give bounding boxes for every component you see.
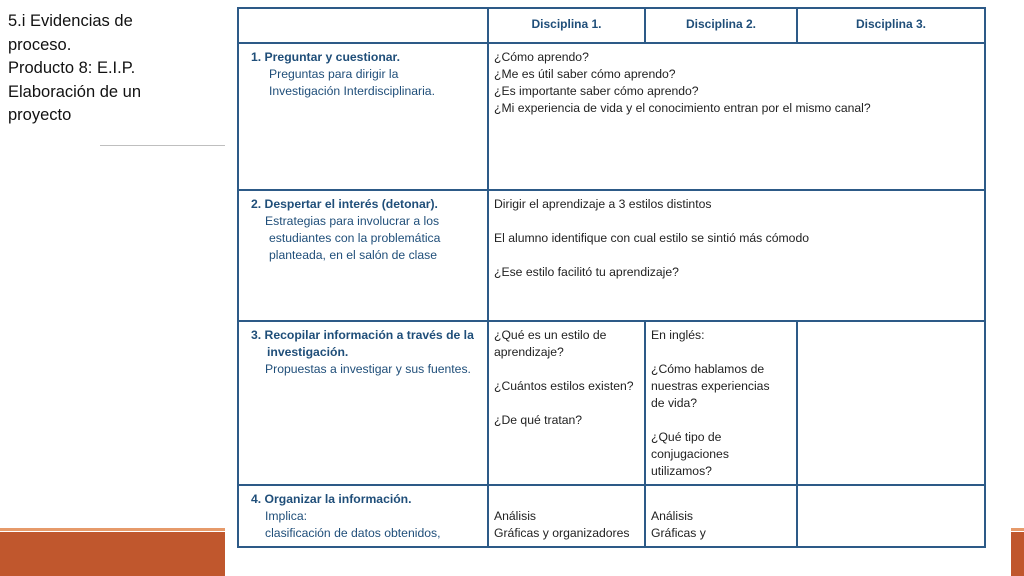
header-disciplina-1: Disciplina 1. [531, 17, 602, 31]
row-2-content [494, 196, 979, 281]
cell-line [494, 361, 644, 378]
cell-line: utilizamos? [651, 464, 712, 478]
accent-bar-right [1011, 532, 1024, 576]
row-subtitle: Propuestas a investigar y sus fuentes. [265, 362, 471, 376]
row-subtitle: Implica: [265, 509, 307, 523]
row-4-disciplina-1 [494, 508, 644, 542]
row-subtitle: Preguntas para dirigir la [269, 67, 399, 81]
cell-line: aprendizaje? [494, 345, 564, 359]
cell-line [494, 395, 644, 412]
row-subtitle: estudiantes con la problemática [269, 231, 441, 245]
title-divider [100, 145, 225, 146]
accent-bar-left [0, 532, 225, 576]
header-disciplina-2: Disciplina 2. [685, 17, 757, 31]
row-subtitle: planteada, en el salón de clase [269, 248, 438, 262]
row-3-label [251, 327, 487, 378]
row-3-disciplina-1 [494, 327, 644, 429]
row-2-label [251, 196, 481, 264]
slide-title-line: Producto 8: E.I.P. [8, 59, 136, 77]
cell-line: ¿Qué es un estilo de [494, 328, 607, 342]
cell-line: ¿Cuántos estilos existen? [494, 379, 634, 393]
cell-line: ¿Qué tipo de [651, 430, 722, 444]
row-title: 3. Recopilar información a través de la [251, 328, 474, 342]
row-subtitle: Estrategias para involucrar a los [265, 214, 440, 228]
cell-line: Gráficas y [651, 526, 706, 540]
slide-title-line: 5.i Evidencias de [8, 12, 133, 30]
cell-line: En inglés: [651, 328, 705, 342]
question-line: ¿Cómo aprendo? [494, 50, 589, 64]
cell-line: conjugaciones [651, 447, 729, 461]
column-divider [487, 9, 489, 546]
eip-table [237, 7, 986, 548]
content-line: El alumno identifique con cual estilo se sintió más cómodo [494, 231, 810, 245]
question-line: ¿Me es útil saber cómo aprendo? [494, 67, 676, 81]
cell-line [651, 412, 791, 429]
accent-stripe-right [1011, 528, 1024, 531]
column-divider [644, 320, 646, 546]
question-line: ¿Mi experiencia de vida y el conocimiento entran por el mismo canal? [494, 101, 871, 115]
cell-line: Análisis [494, 509, 536, 523]
column-divider [796, 320, 798, 546]
slide-title-line: proceso. [8, 35, 72, 54]
content-line: ¿Ese estilo facilitó tu aprendizaje? [494, 265, 679, 279]
row-divider [239, 42, 984, 44]
row-subtitle: Investigación Interdisciplinaria. [269, 84, 435, 98]
content-line: Dirigir el aprendizaje a 3 estilos distintos [494, 197, 712, 211]
row-subtitle: clasificación de datos obtenidos, [265, 526, 441, 540]
row-divider [239, 189, 984, 191]
accent-stripe-left [0, 528, 225, 531]
row-title: 4. Organizar la información. [251, 492, 412, 506]
row-divider [239, 320, 984, 322]
row-1-label [251, 49, 481, 100]
row-divider [239, 484, 984, 486]
row-title: 2. Despertar el interés (detonar). [251, 197, 438, 211]
cell-line: de vida? [651, 396, 698, 410]
cell-line: ¿Cómo hablamos de [651, 362, 765, 376]
cell-line: nuestras experiencias [651, 379, 770, 393]
question-line: ¿Es importante saber cómo aprendo? [494, 84, 699, 98]
cell-line: Análisis [651, 509, 693, 523]
row-4-disciplina-2 [651, 508, 791, 542]
row-4-label [251, 491, 487, 542]
cell-line: Gráficas y organizadores [494, 526, 630, 540]
row-title: investigación. [267, 345, 349, 359]
row-title: 1. Preguntar y cuestionar. [251, 50, 401, 64]
cell-line [651, 344, 791, 361]
slide-title [8, 10, 223, 128]
header-disciplina-3: Disciplina 3. [855, 17, 927, 31]
slide-title-line: proyecto [8, 106, 72, 124]
row-1-content [494, 49, 979, 117]
row-3-disciplina-2 [651, 327, 791, 480]
slide-title-line: Elaboración de un [8, 82, 142, 101]
cell-line: ¿De qué tratan? [494, 413, 583, 427]
